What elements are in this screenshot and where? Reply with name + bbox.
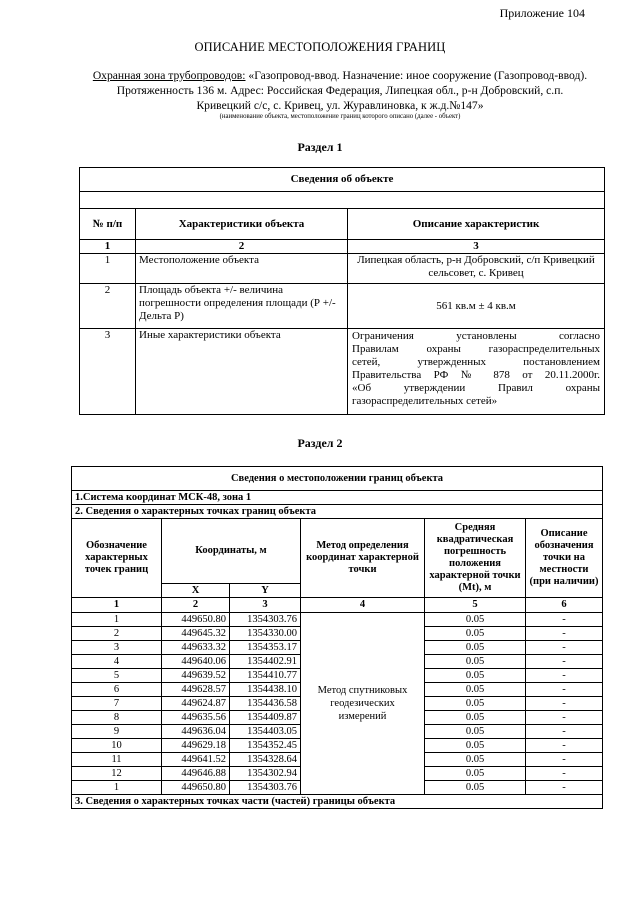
colnum-3: 3 xyxy=(348,240,605,254)
row-3-characteristic: Иные характеристики объекта xyxy=(136,329,348,415)
point-x: 449624.87 xyxy=(162,697,230,711)
point-y: 1354330.00 xyxy=(230,627,301,641)
header-characteristic: Характеристики объекта xyxy=(136,209,348,240)
boundary-points-table xyxy=(71,466,603,809)
row-3-desc-line-1: Ограничения установлены согласно xyxy=(352,330,601,342)
point-mt: 0.05 xyxy=(425,767,526,781)
point-number: 11 xyxy=(72,753,162,767)
row-2-description: 561 кв.м ± 4 кв.м xyxy=(348,284,605,329)
point-description: - xyxy=(526,683,603,697)
row-3-desc-line-6: газораспределительных сетей» xyxy=(352,395,498,407)
point-description: - xyxy=(526,613,603,627)
row-2-characteristic: Площадь объекта +/- величина погрешности определения площади (Р +/- Дельта Р) xyxy=(136,284,348,329)
object-caption: (наименование объекта, местоположение границ которого описано (далее - объект) xyxy=(219,113,461,120)
object-line-3: Кривецкий с/с, с. Кривец, ул. Журавлиновка, к ж.д.№147» xyxy=(196,99,484,112)
row-1-num: 1 xyxy=(80,254,136,284)
object-line-1 xyxy=(60,68,620,83)
header-coordinates: Координаты, м xyxy=(162,519,301,584)
point-x: 449636.04 xyxy=(162,725,230,739)
point-mt: 0.05 xyxy=(425,627,526,641)
point-number: 12 xyxy=(72,767,162,781)
point-y: 1354353.17 xyxy=(230,641,301,655)
object-info-table xyxy=(79,167,605,415)
point-x: 449640.06 xyxy=(162,655,230,669)
point-x: 449633.32 xyxy=(162,641,230,655)
header-description: Описание характеристик xyxy=(348,209,605,240)
point-mt: 0.05 xyxy=(425,781,526,795)
point-x: 449628.57 xyxy=(162,683,230,697)
point-description: - xyxy=(526,725,603,739)
point-description: - xyxy=(526,627,603,641)
object-info-title: Сведения об объекте xyxy=(80,168,605,192)
point-number: 7 xyxy=(72,697,162,711)
row-3-num: 3 xyxy=(80,329,136,415)
point-y: 1354436.58 xyxy=(230,697,301,711)
t2-colnum-3: 3 xyxy=(230,598,301,613)
point-x: 449639.52 xyxy=(162,669,230,683)
header-y: Y xyxy=(230,584,301,598)
point-description: - xyxy=(526,711,603,725)
colnum-2: 2 xyxy=(136,240,348,254)
point-x: 449650.80 xyxy=(162,613,230,627)
object-line-2: Протяженность 136 м. Адрес: Российская Федерация, Липецкая обл., р-н Добровский, с.п. xyxy=(116,84,564,97)
point-number: 4 xyxy=(72,655,162,669)
point-mt: 0.05 xyxy=(425,753,526,767)
point-mt: 0.05 xyxy=(425,725,526,739)
point-description: - xyxy=(526,739,603,753)
parts-section-title: 3. Сведения о характерных точках части (частей) границы объекта xyxy=(72,795,603,809)
colnum-1: 1 xyxy=(80,240,136,254)
header-mt: Средняя квадратическая погрешность положения характерной точки (Mt), м xyxy=(425,519,526,598)
method-value: Метод спутниковых геодезических измерений xyxy=(301,613,425,795)
point-x: 449646.88 xyxy=(162,767,230,781)
document-title: ОПИСАНИЕ МЕСТОПОЛОЖЕНИЯ ГРАНИЦ xyxy=(194,40,446,54)
header-designation: Обозначение характерных точек границ xyxy=(72,519,162,598)
point-description: - xyxy=(526,767,603,781)
coordinate-system: 1.Система координат МСК-48, зона 1 xyxy=(72,491,603,505)
point-number: 2 xyxy=(72,627,162,641)
point-row xyxy=(72,613,603,627)
t2-colnum-2: 2 xyxy=(162,598,230,613)
point-number: 1 xyxy=(72,613,162,627)
point-description: - xyxy=(526,697,603,711)
point-number: 8 xyxy=(72,711,162,725)
t2-colnum-4: 4 xyxy=(301,598,425,613)
object-name: «Газопровод-ввод. Назначение: иное сооружение (Газопровод-ввод). xyxy=(245,69,588,82)
row-1-characteristic: Местоположение объекта xyxy=(136,254,348,284)
point-mt: 0.05 xyxy=(425,641,526,655)
point-y: 1354352.45 xyxy=(230,739,301,753)
point-y: 1354302.94 xyxy=(230,767,301,781)
point-mt: 0.05 xyxy=(425,739,526,753)
header-x: X xyxy=(162,584,230,598)
header-point-description: Описание обозначения точки на местности (при наличии) xyxy=(526,519,603,598)
point-y: 1354403.05 xyxy=(230,725,301,739)
point-number: 6 xyxy=(72,683,162,697)
point-number: 1 xyxy=(72,781,162,795)
row-3-desc-line-2: Правилам охраны газораспределительных xyxy=(352,343,601,355)
spacer-row xyxy=(80,192,605,209)
point-x: 449650.80 xyxy=(162,781,230,795)
point-mt: 0.05 xyxy=(425,613,526,627)
section-1-title: Раздел 1 xyxy=(297,140,343,154)
t2-colnum-1: 1 xyxy=(72,598,162,613)
point-mt: 0.05 xyxy=(425,669,526,683)
point-y: 1354328.64 xyxy=(230,753,301,767)
point-mt: 0.05 xyxy=(425,683,526,697)
point-number: 5 xyxy=(72,669,162,683)
point-x: 449641.52 xyxy=(162,753,230,767)
header-num: № п/п xyxy=(80,209,136,240)
row-3-description xyxy=(348,329,605,415)
point-description: - xyxy=(526,669,603,683)
object-type: Охранная зона трубопроводов: xyxy=(92,69,246,82)
point-number: 10 xyxy=(72,739,162,753)
point-y: 1354438.10 xyxy=(230,683,301,697)
row-1-description: Липецкая область, р-н Добровский, с/п Кривецкий сельсовет, с. Кривец xyxy=(348,254,605,284)
row-3-desc-line-5: «Об утверждении Правил охраны xyxy=(352,382,601,394)
point-y: 1354409.87 xyxy=(230,711,301,725)
point-number: 3 xyxy=(72,641,162,655)
point-y: 1354303.76 xyxy=(230,613,301,627)
boundary-table-title: Сведения о местоположении границ объекта xyxy=(72,467,603,491)
points-section-title: 2. Сведения о характерных точках границ объекта xyxy=(72,505,603,519)
t2-colnum-6: 6 xyxy=(526,598,603,613)
point-description: - xyxy=(526,781,603,795)
appendix-label: Приложение 104 xyxy=(499,6,585,20)
point-number: 9 xyxy=(72,725,162,739)
row-2-num: 2 xyxy=(80,284,136,329)
object-description xyxy=(60,68,620,113)
point-y: 1354402.91 xyxy=(230,655,301,669)
section-2-title: Раздел 2 xyxy=(297,436,343,450)
row-3-desc-line-4: Правительства РФ № 878 от 20.11.2000г. xyxy=(352,369,601,381)
point-mt: 0.05 xyxy=(425,697,526,711)
point-y: 1354303.76 xyxy=(230,781,301,795)
point-mt: 0.05 xyxy=(425,655,526,669)
point-description: - xyxy=(526,641,603,655)
point-description: - xyxy=(526,753,603,767)
point-description: - xyxy=(526,655,603,669)
row-3-desc-line-3: сетей, утвержденных постановлением xyxy=(352,356,601,368)
point-x: 449645.32 xyxy=(162,627,230,641)
point-x: 449635.56 xyxy=(162,711,230,725)
point-mt: 0.05 xyxy=(425,711,526,725)
point-y: 1354410.77 xyxy=(230,669,301,683)
point-x: 449629.18 xyxy=(162,739,230,753)
header-method: Метод определения координат характерной точки xyxy=(301,519,425,598)
t2-colnum-5: 5 xyxy=(425,598,526,613)
